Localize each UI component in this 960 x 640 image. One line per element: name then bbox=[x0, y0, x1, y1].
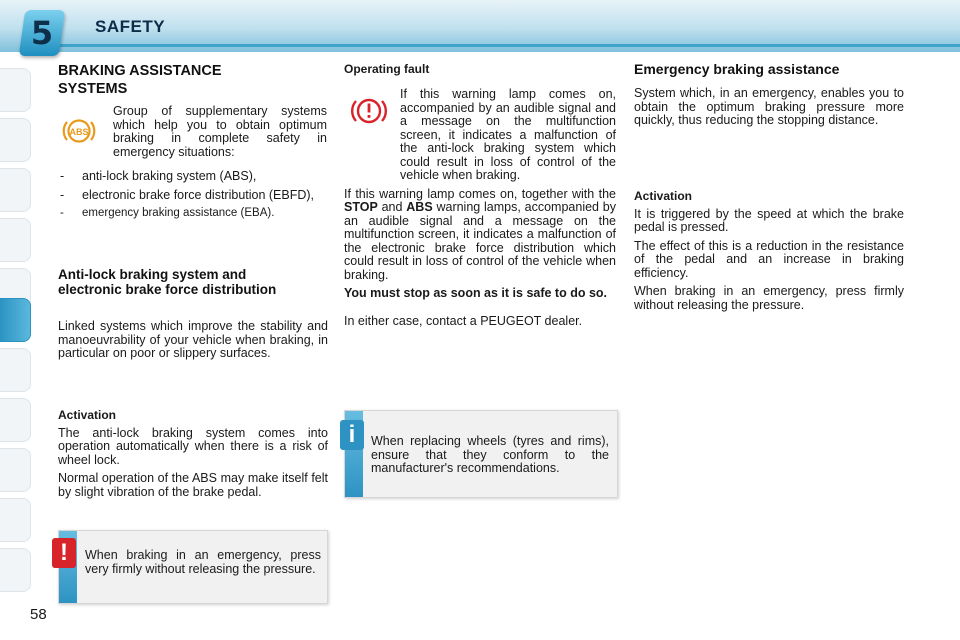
side-tab[interactable] bbox=[0, 548, 31, 592]
braking-assistance-title-2: SYSTEMS bbox=[58, 81, 128, 97]
eba-title: Emergency braking assistance bbox=[634, 61, 840, 77]
fault-text-2b: warning lamps, accompanied by an audible signal and a message on the multifunction screen, it indicates a malfunction of the electronic brake force distribution which could result in loss of control of the vehicle when braking. bbox=[344, 200, 616, 282]
svg-text:ABS: ABS bbox=[69, 127, 89, 137]
left-column bbox=[58, 62, 328, 98]
braking-assistance-title: BRAKING ASSISTANCE bbox=[58, 63, 222, 79]
abs-section-title: Anti-lock braking system and electronic brake force distribution bbox=[58, 267, 277, 297]
info-note-text: When replacing wheels (tyres and rims), ensure that they conform to the manufacturer's recommendations. bbox=[371, 434, 609, 475]
eba-text-1: System which, in an emergency, enables you to obtain the optimum braking pressure more quickly, thus reducing the stopping distance. bbox=[634, 86, 904, 127]
list-item: - electronic brake force distribution (EBFD), bbox=[58, 189, 328, 203]
activation-text-2: Normal operation of the ABS may make itself felt by slight vibration of the brake pedal. bbox=[58, 471, 328, 499]
section-title: SAFETY bbox=[95, 17, 166, 36]
stop-instruction: You must stop as soon as it is safe to do so. bbox=[344, 286, 608, 300]
fault-text-1: If this warning lamp comes on, accompanied by an audible signal and a message on the multifunction screen, it indicates a malfunction of the anti-lock braking system which could result in loss of control of the vehicle when braking. bbox=[400, 87, 616, 182]
info-icon: i bbox=[340, 420, 364, 450]
eba-text-4: When braking in an emergency, press firmly without releasing the pressure. bbox=[634, 284, 904, 312]
side-tab[interactable] bbox=[0, 118, 31, 162]
abs-section bbox=[58, 267, 298, 297]
side-tab[interactable] bbox=[0, 348, 31, 392]
contact-dealer: In either case, contact a PEUGEOT dealer. bbox=[344, 313, 583, 328]
side-tab[interactable] bbox=[0, 68, 31, 112]
eba-section bbox=[634, 62, 904, 133]
warning-note bbox=[58, 530, 328, 604]
abs-text: Linked systems which improve the stability and manoeuvrability of your vehicle when braking, in particular on poor or slippery surfaces. bbox=[58, 319, 328, 360]
list-item: - anti-lock braking system (ABS), bbox=[58, 170, 328, 184]
fault-text-2a: If this warning lamp comes on, together with the bbox=[344, 186, 616, 201]
abs-label: ABS bbox=[406, 200, 433, 214]
operating-fault-heading: Operating fault bbox=[344, 62, 430, 76]
intro-block bbox=[113, 105, 327, 164]
exclamation-icon: ! bbox=[52, 538, 76, 568]
eba-activation bbox=[634, 190, 904, 317]
operating-fault-text bbox=[344, 88, 616, 333]
side-tab[interactable] bbox=[0, 448, 31, 492]
eba-text-3: The effect of this is a reduction in the resistance of the pedal and an increase in braking efficiency. bbox=[634, 238, 904, 280]
chapter-number: 5 bbox=[30, 14, 54, 52]
fault-text-and: and bbox=[377, 200, 407, 214]
list-item: - emergency braking assistance (EBA). bbox=[58, 207, 328, 221]
eba-text-2: It is triggered by the speed at which the brake pedal is pressed. bbox=[634, 206, 904, 234]
side-tab[interactable] bbox=[0, 498, 31, 542]
stop-label: STOP bbox=[344, 200, 378, 214]
side-tab[interactable] bbox=[0, 398, 31, 442]
side-tab[interactable] bbox=[0, 218, 31, 262]
eba-activation-heading: Activation bbox=[634, 189, 693, 203]
side-tab[interactable] bbox=[0, 168, 31, 212]
systems-list bbox=[58, 170, 328, 226]
page-number: 58 bbox=[30, 606, 47, 623]
operating-fault-block bbox=[344, 63, 616, 81]
abs-description bbox=[58, 320, 328, 366]
fault-text-2 bbox=[344, 188, 616, 283]
warning-note-text: When braking in an emergency, press very firmly without releasing the pressure. bbox=[85, 548, 321, 576]
abs-activation bbox=[58, 409, 328, 504]
abs-warning-icon bbox=[62, 116, 96, 146]
header-rule bbox=[60, 44, 960, 47]
side-tab-active[interactable] bbox=[0, 298, 31, 342]
activation-text-1: The anti-lock braking system comes into operation automatically when there is a risk of wheel lock. bbox=[58, 425, 328, 467]
intro-text: Group of supplementary systems which help you to obtain optimum braking in complete safety in emergency situations: bbox=[113, 104, 327, 159]
activation-heading: Activation bbox=[58, 408, 117, 422]
info-note bbox=[344, 410, 618, 498]
